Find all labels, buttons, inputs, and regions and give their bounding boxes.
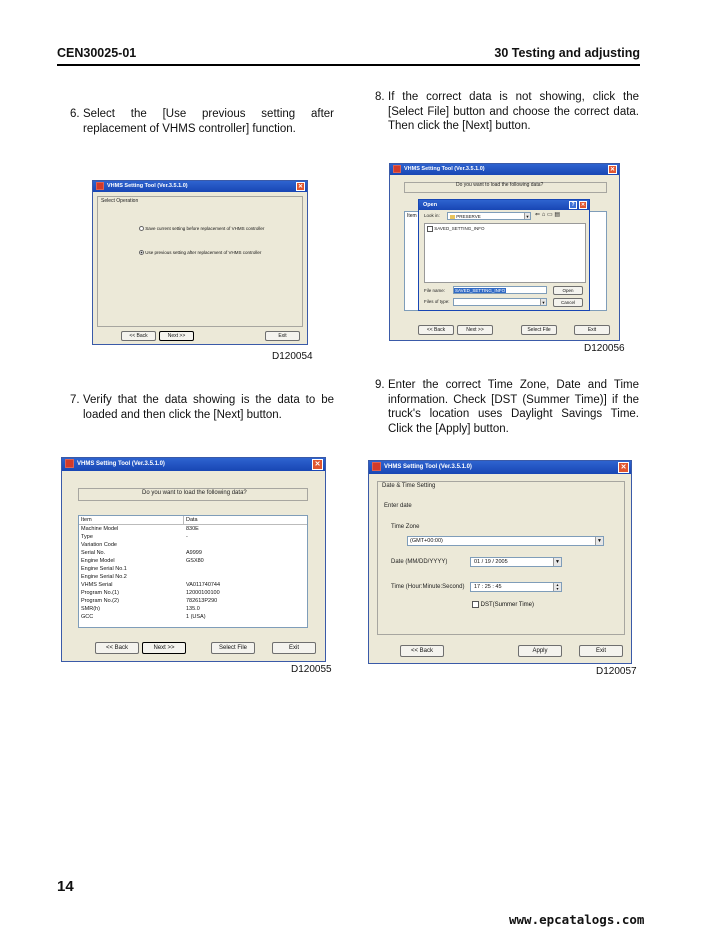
step-6 xyxy=(70,107,334,136)
step-9 xyxy=(375,378,639,436)
table-row xyxy=(79,605,307,613)
time-zone-select[interactable] xyxy=(407,536,604,546)
cancel-button[interactable]: Cancel xyxy=(553,298,583,307)
table-row xyxy=(79,581,307,589)
step-8 xyxy=(375,90,639,134)
filename-value: SAVED_SETTING_INFO xyxy=(455,288,506,293)
window-title: VHMS Setting Tool (Ver.3.5.1.0) xyxy=(384,464,472,470)
step-7 xyxy=(70,393,334,422)
dst-label: DST(Summer Time) xyxy=(480,602,535,609)
exit-button[interactable]: Exit xyxy=(574,325,610,335)
back-button[interactable]: << Back xyxy=(121,331,156,341)
table-row xyxy=(79,589,307,597)
toolbar-icons[interactable] xyxy=(535,211,560,218)
window-title: VHMS Setting Tool (Ver.3.5.1.0) xyxy=(107,183,188,189)
select-file-button[interactable]: Select File xyxy=(521,325,557,335)
column-header-item: Item xyxy=(407,213,417,219)
title-bar xyxy=(369,461,631,474)
back-button[interactable]: << Back xyxy=(400,645,444,657)
file-list xyxy=(424,223,586,283)
row-item: Machine Model xyxy=(81,526,119,532)
title-bar xyxy=(93,181,307,192)
prompt-text: Do you want to load the following data? xyxy=(142,490,247,496)
step-text: Enter the correct Time Zone, Date and Time information. Check [DST (Summer Time)] if the truck's location uses Daylight Savings Time. Click the [Apply] button. xyxy=(388,379,639,435)
table-row xyxy=(79,549,307,557)
filetype-label: Files of type: xyxy=(424,299,450,304)
enter-date-label: Enter date xyxy=(384,503,412,509)
lookin-value: PRESERVE xyxy=(456,214,481,219)
group-label: Select Operation xyxy=(101,198,139,204)
radio-selected-icon[interactable] xyxy=(139,250,144,255)
file-icon xyxy=(427,226,433,232)
table-row xyxy=(79,525,307,533)
row-item: Engine Model xyxy=(81,558,115,564)
next-button[interactable]: Next >> xyxy=(159,331,194,341)
spinner-icon[interactable]: ▲ ▼ xyxy=(553,583,561,591)
row-data: 135.0 xyxy=(186,606,200,612)
back-button[interactable]: << Back xyxy=(418,325,454,335)
row-item: Program No.(2) xyxy=(81,598,119,604)
close-icon[interactable]: ✕ xyxy=(297,184,304,190)
window-title: VHMS Setting Tool (Ver.3.5.1.0) xyxy=(77,461,165,467)
section-title: 30 Testing and adjusting xyxy=(494,46,640,60)
vhms-window-confirm-data xyxy=(61,457,326,662)
column-header-item: Item xyxy=(81,517,92,523)
open-button[interactable]: Open xyxy=(553,286,583,295)
exit-button[interactable]: Exit xyxy=(272,642,316,654)
filename-label: File name: xyxy=(424,288,446,293)
back-arrow-icon[interactable]: ⇐ xyxy=(535,212,541,218)
app-icon xyxy=(65,459,74,468)
column-divider xyxy=(183,516,184,524)
row-item: VHMS Serial xyxy=(81,582,113,588)
file-item[interactable] xyxy=(427,226,484,232)
column-header-data: Data xyxy=(186,517,198,523)
next-button[interactable]: Next >> xyxy=(457,325,493,335)
vhms-window-select-file xyxy=(389,163,620,341)
next-button[interactable]: Next >> xyxy=(142,642,186,654)
window-title: VHMS Setting Tool (Ver.3.5.1.0) xyxy=(404,166,485,172)
chevron-down-icon[interactable]: ▼ xyxy=(595,537,603,545)
row-data: 12000100100 xyxy=(186,590,220,596)
up-folder-icon[interactable]: ⌂ xyxy=(541,212,546,218)
row-item: Type xyxy=(81,534,93,540)
dialog-title: Open xyxy=(423,202,438,208)
app-icon xyxy=(96,182,104,190)
row-data: 830E xyxy=(186,526,199,532)
table-row xyxy=(79,613,307,621)
date-value: 01 / 19 / 2005 xyxy=(474,559,508,565)
table-row xyxy=(79,597,307,605)
file-name: SAVED_SETTING_INFO xyxy=(434,226,485,232)
table-row xyxy=(79,541,307,549)
time-spinner[interactable] xyxy=(470,582,562,592)
time-zone-label: Time Zone xyxy=(391,524,420,530)
row-data: 1 (USA) xyxy=(186,614,206,620)
filetype-select[interactable] xyxy=(453,298,547,306)
figure-id: D120055 xyxy=(291,664,332,675)
row-data: A9999 xyxy=(186,550,202,556)
step-text: Verify that the data showing is the data to be loaded and then click the [Next] button. xyxy=(83,394,334,421)
radio-icon[interactable] xyxy=(139,226,144,231)
close-icon[interactable]: ✕ xyxy=(618,462,629,473)
lookin-label: Look in: xyxy=(424,213,440,218)
apply-button[interactable]: Apply xyxy=(518,645,562,657)
row-item: Engine Serial No.2 xyxy=(81,574,127,580)
step-number: 8. xyxy=(375,91,385,103)
step-text: Select the [Use previous setting after replacement of VHMS controller] function. xyxy=(83,108,334,135)
row-item: SMR(h) xyxy=(81,606,100,612)
row-data: GSX80 xyxy=(186,558,204,564)
option-label: Save current setting before replacement of VHMS controller xyxy=(145,226,265,231)
table-row xyxy=(79,557,307,565)
select-file-button[interactable]: Select File xyxy=(211,642,255,654)
title-bar xyxy=(419,200,589,210)
open-dialog xyxy=(418,199,590,311)
option-save-current[interactable] xyxy=(139,226,269,232)
table-row xyxy=(79,533,307,541)
folder-icon xyxy=(450,215,455,219)
row-data: VA011740744 xyxy=(186,582,221,588)
date-label: Date (MM/DD/YYYY) xyxy=(391,559,448,565)
title-bar xyxy=(62,458,325,471)
doc-code: CEN30025-01 xyxy=(57,46,137,60)
option-label: Use previous setting after replacement of VHMS controller xyxy=(145,250,262,255)
dst-checkbox[interactable] xyxy=(472,601,534,609)
lookin-select[interactable] xyxy=(447,212,531,220)
vhms-window-date-time xyxy=(368,460,632,664)
view-menu-icon[interactable]: ▤ xyxy=(554,212,561,218)
operation-group xyxy=(97,196,303,327)
date-picker[interactable] xyxy=(470,557,562,567)
step-number: 9. xyxy=(375,379,385,391)
figure-id: D120056 xyxy=(584,343,625,354)
exit-button[interactable]: Exit xyxy=(579,645,623,657)
close-icon[interactable]: ✕ xyxy=(609,167,616,173)
table-row xyxy=(79,565,307,573)
group-label: Date & Time Setting xyxy=(382,483,436,489)
prompt-text: Do you want to load the following data? xyxy=(456,182,544,188)
website-url[interactable]: www.epcatalogs.com xyxy=(509,912,645,927)
vhms-window-select-operation xyxy=(92,180,308,345)
time-label: Time (Hour:Minute:Second) xyxy=(391,584,465,590)
filename-input[interactable] xyxy=(453,286,547,294)
row-data: - xyxy=(186,534,188,540)
row-item: Variation Code xyxy=(81,542,117,548)
row-item: Serial No. xyxy=(81,550,106,556)
exit-button[interactable]: Exit xyxy=(265,331,300,341)
chevron-down-icon[interactable]: ▼ xyxy=(541,300,546,305)
time-value: 17 : 25 : 45 xyxy=(474,584,502,590)
close-icon[interactable]: ✕ xyxy=(580,202,586,208)
figure-id: D120054 xyxy=(272,351,313,362)
option-use-previous[interactable] xyxy=(139,250,269,256)
checkbox-icon[interactable] xyxy=(472,601,479,608)
title-bar xyxy=(390,164,619,175)
row-item: Program No.(1) xyxy=(81,590,119,596)
new-folder-icon[interactable]: ▭ xyxy=(547,212,553,218)
table-header xyxy=(79,516,307,525)
app-icon xyxy=(393,165,401,173)
row-item: GCC xyxy=(81,614,94,620)
figure-id: D120057 xyxy=(596,666,637,677)
step-number: 6. xyxy=(70,108,80,120)
row-data: 782613P290 xyxy=(186,598,218,604)
back-button[interactable]: << Back xyxy=(95,642,139,654)
time-zone-value: (GMT+00:00) xyxy=(410,538,443,544)
chevron-down-icon[interactable]: ▼ xyxy=(553,558,561,566)
help-button[interactable]: ? xyxy=(569,201,577,209)
app-icon xyxy=(372,462,381,471)
page-number: 14 xyxy=(57,878,74,895)
step-number: 7. xyxy=(70,394,80,406)
header-rule xyxy=(57,64,640,66)
table-row xyxy=(79,573,307,581)
chevron-down-icon[interactable]: ▼ xyxy=(525,214,530,219)
data-table xyxy=(78,515,308,628)
close-icon[interactable]: ✕ xyxy=(312,459,323,470)
step-text: If the correct data is not showing, click the [Select File] button and choose the correct data. Then click the [Next] button. xyxy=(388,91,639,132)
row-item: Engine Serial No.1 xyxy=(81,566,127,572)
